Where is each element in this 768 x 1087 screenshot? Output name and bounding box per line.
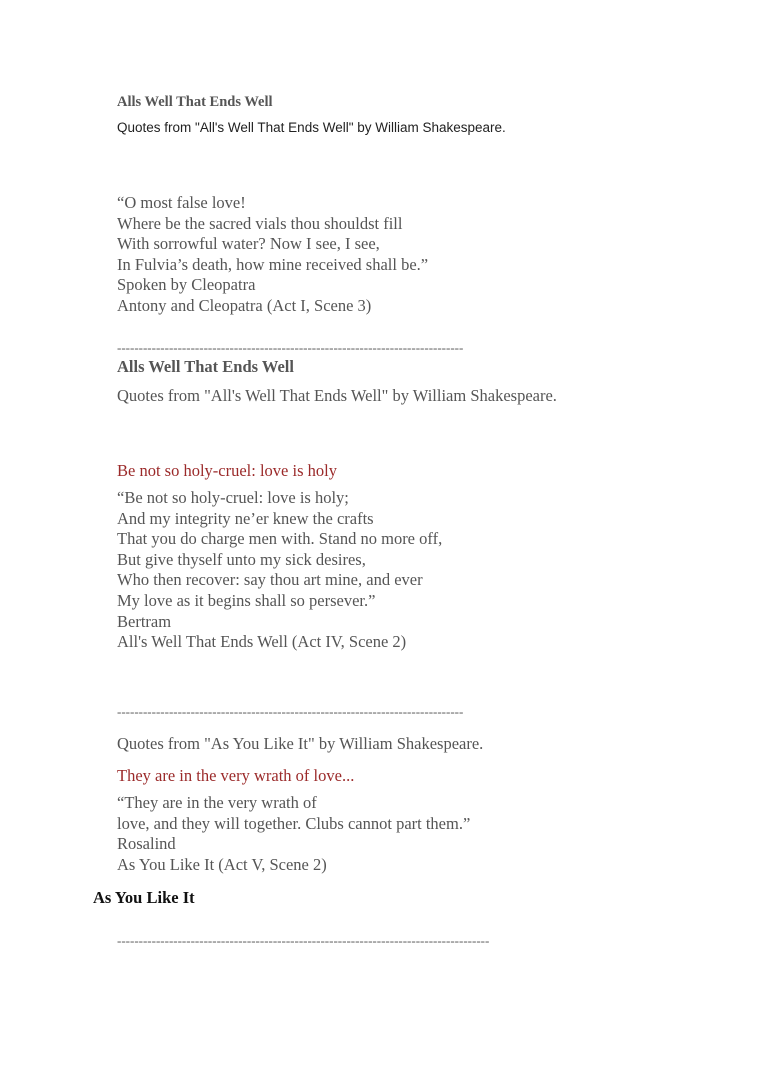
section1-quote <box>117 193 428 317</box>
quote-line: Where be the sacred vials thou shouldst fill <box>117 213 403 233</box>
quote-line: And my integrity ne’er knew the crafts <box>117 508 374 528</box>
quote-line: Bertram <box>117 611 172 631</box>
quote-line: As You Like It (Act V, Scene 2) <box>117 854 327 874</box>
section3-heading: As You Like It <box>93 888 195 907</box>
quote-line: But give thyself unto my sick desires, <box>117 549 366 569</box>
section3-separator: -------------------------------------------------------------------------------------- <box>117 933 490 948</box>
quote-line: That you do charge men with. Stand no more off, <box>117 529 443 549</box>
quote-line: Spoken by Cleopatra <box>117 275 256 295</box>
section2-subheading: Quotes from "All's Well That Ends Well" by William Shakespeare. <box>117 386 557 405</box>
section3-subheading: Quotes from "As You Like It" by William Shakespeare. <box>117 734 484 753</box>
section3-quote-title: They are in the very wrath of love... <box>117 766 355 785</box>
quote-line: Rosalind <box>117 834 176 854</box>
section2-quote <box>117 488 442 653</box>
section1-subheading: Quotes from "All's Well That Ends Well" by William Shakespeare. <box>117 120 506 135</box>
quote-line: “O most false love! <box>117 193 246 212</box>
section2-heading: Alls Well That Ends Well <box>117 357 294 376</box>
quote-line: love, and they will together. Clubs cannot part them.” <box>117 813 471 833</box>
section2-separator: -------------------------------------------------------------------------------- <box>117 704 464 719</box>
quote-line: All's Well That Ends Well (Act IV, Scene 2) <box>117 632 407 652</box>
section3-quote <box>117 793 470 875</box>
quote-line: “They are in the very wrath of <box>117 793 317 812</box>
quote-line: Who then recover: say thou art mine, and ever <box>117 570 423 590</box>
quote-line: With sorrowful water? Now I see, I see, <box>117 234 380 254</box>
section1-separator: -------------------------------------------------------------------------------- <box>117 340 464 355</box>
quote-line: “Be not so holy-cruel: love is holy; <box>117 488 349 507</box>
section1-heading: Alls Well That Ends Well <box>117 94 273 110</box>
section2-quote-title: Be not so holy-cruel: love is holy <box>117 461 337 480</box>
quote-line: Antony and Cleopatra (Act I, Scene 3) <box>117 295 372 315</box>
quote-line: In Fulvia’s death, how mine received shall be.” <box>117 254 429 274</box>
quote-line: My love as it begins shall so persever.” <box>117 590 376 610</box>
